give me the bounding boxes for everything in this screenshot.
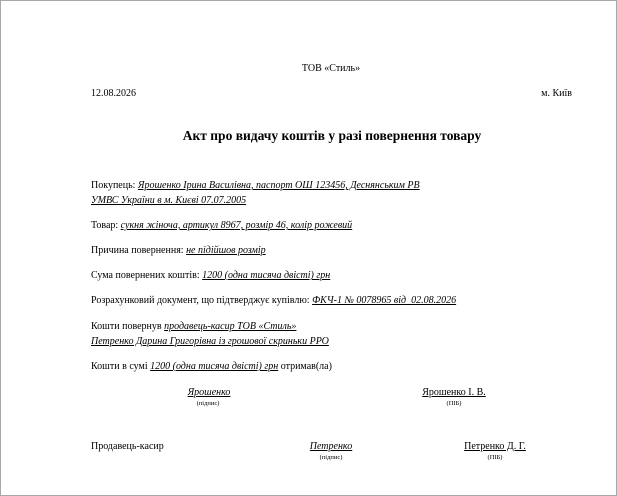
buyer-label: Покупець: [91, 180, 136, 191]
payment-doc-value: ФКЧ-1 № 0078965 від 02.08.2026 [312, 295, 457, 306]
received-label-end: отримав(ла) [280, 361, 332, 372]
buyer-name-caption: (ПІБ) [446, 400, 462, 407]
refund-sum-label: Сума повернених коштів: [91, 270, 200, 281]
document-title: Акт про видачу коштів у разі повернення товару [182, 128, 482, 143]
returned-by-label: Кошти повернув [91, 321, 162, 332]
buyer-signature: Ярошенко [187, 387, 231, 398]
product-value: сукня жіноча, артикул 8967, розмір 46, колір рожевий [120, 220, 353, 231]
buyer-line-1 [91, 180, 420, 192]
product-label: Товар: [91, 220, 119, 231]
seller-signature: Петренко [309, 441, 353, 452]
payment-doc-label: Розрахунковий документ, що підтверджує купівлю: [91, 295, 310, 306]
received-line [91, 361, 332, 373]
buyer-signature-caption: (підпис) [196, 400, 220, 407]
product-line [91, 220, 352, 232]
returned-by-value-line-1: продавець-касир ТОВ «Стиль» [164, 321, 297, 332]
payment-doc-line [91, 295, 456, 307]
reason-label: Причина повернення: [91, 245, 184, 256]
returned-by-line-1 [91, 321, 296, 333]
received-label-start: Кошти в сумі [91, 361, 148, 372]
seller-role: Продавець-касир [91, 441, 164, 452]
reason-value: не підійшов розмір [186, 245, 266, 256]
returned-by-value-line-2: Петренко Дарина Григорівна із грошової скриньки РРО [91, 336, 329, 347]
seller-signature-caption: (підпис) [319, 454, 343, 461]
received-value: 1200 (одна тисяча двісті) грн [150, 361, 279, 372]
company-header: ТОВ «Стиль» [301, 63, 361, 74]
refund-sum-line [91, 270, 330, 282]
buyer-name: Ярошенко І. В. [422, 387, 486, 398]
buyer-value-line-2: УМВС України в м. Києві 07.07.2005 [91, 195, 247, 206]
seller-name-caption: (ПІБ) [487, 454, 503, 461]
seller-name: Петренко Д. Г. [464, 441, 526, 452]
buyer-value-line-1: Ярошенко Ірина Василівна, паспорт ОШ 123456, Деснянським РВ [137, 180, 420, 191]
reason-line [91, 245, 266, 257]
refund-sum-value: 1200 (одна тисяча двісті) грн [202, 270, 331, 281]
document-city: м. Київ [541, 88, 572, 99]
document-date: 12.08.2026 [91, 88, 136, 99]
